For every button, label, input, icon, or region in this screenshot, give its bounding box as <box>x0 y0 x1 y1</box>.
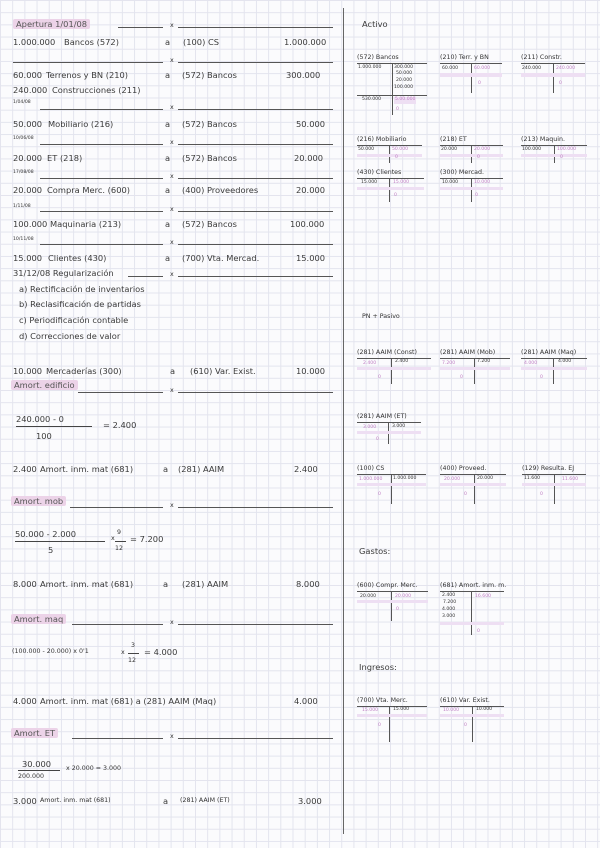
debit-account: Amort. inm. mat (681) <box>40 464 134 474</box>
t-account-title: (281) AAIM (Maq) <box>521 349 577 356</box>
t-haber-value: 50.000 <box>392 147 409 152</box>
debit-amount: 4.000 <box>13 696 37 706</box>
t-account-top <box>357 706 427 707</box>
debit-account: Construcciones (211) <box>52 85 141 95</box>
t-account-highlight <box>440 187 503 190</box>
page-divider <box>343 8 344 834</box>
t-debe-value: 7.200 <box>442 361 456 366</box>
t-account-title: (211) Constr. <box>521 54 562 61</box>
separator-line <box>128 276 163 277</box>
credit-account: (700) Vta. Mercad. <box>182 253 260 263</box>
regularizacion-header: 31/12/08 Regularización <box>13 268 114 278</box>
t-haber-value: 60.000 <box>474 66 491 71</box>
credit-amount: 15.000 <box>296 253 326 263</box>
fraction-bar <box>115 541 126 542</box>
debit-account: Bancos (572) <box>64 37 119 47</box>
t-debe-value: 2.400 <box>442 593 456 598</box>
t-debe-value: 2.400 <box>363 361 377 366</box>
t-account-top <box>357 422 421 423</box>
t-account-divider <box>553 358 554 384</box>
credit-account: (610) Var. Exist. <box>190 366 256 376</box>
credit-account: (572) Bancos <box>182 70 237 80</box>
debit-amount: 10.000 <box>13 366 43 376</box>
t-account-divider <box>553 63 554 93</box>
t-account-top <box>440 358 510 359</box>
t-account-title: (281) AAIM (Const) <box>357 349 417 356</box>
regularizacion-item: b) Reclasificación de partidas <box>19 299 141 309</box>
t-haber-value: 15.000 <box>393 707 410 712</box>
formula-expression: (100.000 - 20.000) x 0'1 <box>12 648 89 655</box>
entry-a: a <box>165 119 171 129</box>
entry-date: 10/11/08 <box>13 237 34 242</box>
entry-a: a <box>170 366 176 376</box>
formula-numerator: 9 <box>117 529 122 536</box>
debit-account: Clientes (430) <box>48 253 107 263</box>
t-account-highlight <box>440 714 504 717</box>
debit-account: Terrenos y BN (210) <box>46 70 129 80</box>
formula-numerator: 30.000 <box>22 759 52 769</box>
credit-amount: 20.000 <box>296 185 326 195</box>
t-saldo: 0 <box>396 607 399 612</box>
t-debe-value: 240.000 <box>522 66 541 71</box>
t-debe-value: 4.000 <box>524 361 538 366</box>
formula-numerator: 50.000 - 2.000 <box>15 529 77 539</box>
t-haber-value: 16.600 <box>475 594 492 599</box>
t-account-divider <box>389 706 390 742</box>
regularizacion-item: c) Periodificación contable <box>19 315 129 325</box>
t-account-highlight <box>522 483 586 486</box>
t-account-highlight <box>357 367 431 370</box>
t-account-highlight <box>440 367 510 370</box>
entry-a: a <box>165 37 171 47</box>
debit-amount: 15.000 <box>13 253 43 263</box>
debit-amount: 2.400 <box>13 464 37 474</box>
entry-a: a <box>163 796 169 806</box>
t-account-highlight <box>357 600 428 603</box>
debit-account: Amort. inm. mat (681) <box>40 797 111 804</box>
section-label-amort-edificio: Amort. edificio <box>11 380 78 390</box>
t-account-title: (600) Compr. Merc. <box>357 582 418 589</box>
t-haber-value: 20.000 <box>395 594 412 599</box>
separator-mark: x <box>170 271 174 278</box>
regularizacion-item: d) Correcciones de valor <box>19 331 121 341</box>
t-saldo: 0 <box>464 723 467 728</box>
t-account-title: (700) Vta. Merc. <box>357 697 408 704</box>
t-haber-value: 15.000 <box>393 180 410 185</box>
t-account-title: (210) Terr. y BN <box>440 54 489 61</box>
credit-account: (281) AAIM <box>182 579 229 589</box>
t-debe-value: 60.000 <box>442 66 459 71</box>
credit-amount: 50.000 <box>296 119 326 129</box>
separator-line <box>178 62 333 63</box>
separator-mark: x <box>170 733 174 740</box>
separator-line <box>118 27 163 28</box>
entry-date: 1/11/08 <box>13 204 31 209</box>
separator-line <box>72 738 163 739</box>
separator-line <box>178 392 333 393</box>
separator-line <box>178 109 333 110</box>
credit-account: (572) Bancos <box>182 119 237 129</box>
t-saldo: 0 <box>394 193 397 198</box>
t-haber-value: 300.000 <box>394 65 413 70</box>
debit-amount: 3.000 <box>13 796 37 806</box>
t-account-title: (216) Mobiliario <box>357 136 407 143</box>
section-label-amort-et: Amort. ET <box>11 728 58 738</box>
separator-line <box>40 211 163 212</box>
t-saldo: 0 <box>477 629 480 634</box>
t-account-highlight <box>440 622 504 625</box>
t-account-divider <box>472 706 473 742</box>
t-account-divider <box>471 63 472 93</box>
debit-amount: 20.000 <box>13 185 43 195</box>
t-debe-value: 11.600 <box>524 476 541 481</box>
t-haber-value: 7.200 <box>477 359 491 364</box>
t-haber-value: 10.000 <box>476 707 493 712</box>
separator-mark: x <box>170 173 174 180</box>
t-saldo: 0 <box>378 723 381 728</box>
t-account-highlight <box>357 431 421 434</box>
entry-date: 1/04/08 <box>13 100 31 105</box>
credit-account: (100) CS <box>183 37 220 47</box>
t-account-highlight <box>357 187 424 190</box>
formula-result: = 2.400 <box>103 420 137 430</box>
t-haber-value: 100.000 <box>394 85 413 90</box>
credit-amount: 20.000 <box>294 153 324 163</box>
t-total-debe: 530.000 <box>362 97 381 102</box>
t-account-top <box>440 591 504 592</box>
separator-mark: x <box>170 502 174 509</box>
t-saldo: 0 <box>540 375 543 380</box>
t-account-divider <box>471 591 472 635</box>
t-saldo: 0 <box>560 155 563 160</box>
debit-account: Compra Merc. (600) <box>47 185 130 195</box>
t-account-highlight <box>440 154 503 157</box>
t-debe-value: 20.000 <box>441 147 458 152</box>
fraction-bar <box>128 653 139 654</box>
separator-line <box>178 624 333 625</box>
t-account-divider <box>474 358 475 384</box>
credit-account: (281) AAIM <box>178 464 225 474</box>
t-account-title: (300) Mercad. <box>440 169 485 176</box>
credit-amount: 10.000 <box>296 366 326 376</box>
formula-denominator: 100 <box>36 431 52 441</box>
t-debe-value: 3.000 <box>442 614 456 619</box>
credit-account: (572) Bancos <box>182 219 237 229</box>
t-account-total-line <box>357 95 427 96</box>
debit-account: Amort. inm. mat (681) <box>40 579 134 589</box>
separator-mark: x <box>170 104 174 111</box>
entry-a: a <box>165 219 171 229</box>
entry-a: a <box>165 153 171 163</box>
debit-account: Mercaderías (300) <box>46 366 122 376</box>
separator-mark: x <box>170 206 174 213</box>
entry-header-apertura: Apertura 1/01/08 <box>13 19 90 29</box>
separator-line <box>178 276 333 277</box>
t-account-title: (681) Amort. inm. m. <box>440 582 507 589</box>
formula-result: = 4.000 <box>144 647 178 657</box>
t-account-title: (400) Proveed. <box>440 465 487 472</box>
credit-amount: 100.000 <box>290 219 325 229</box>
t-saldo: 0 <box>478 81 481 86</box>
separator-line <box>178 144 333 145</box>
debit-amount: 1.000.000 <box>13 37 56 47</box>
entry-a: a <box>165 253 171 263</box>
separator-line <box>40 109 163 110</box>
t-saldo: 0 <box>475 193 478 198</box>
t-account-title: (129) Resulta. EJ <box>522 465 575 472</box>
t-debe-value: 10.000 <box>442 180 459 185</box>
t-account-title: (218) ET <box>440 136 467 143</box>
t-account-highlight <box>357 154 422 157</box>
t-saldo: 0 <box>378 375 381 380</box>
credit-amount: 4.000 <box>294 696 318 706</box>
entry-a: a <box>163 464 169 474</box>
credit-amount: 8.000 <box>296 579 320 589</box>
t-account-top <box>521 358 587 359</box>
t-haber-value: 11.600 <box>562 477 579 482</box>
formula-denominator: 12 <box>128 657 137 664</box>
section-heading-ingresos: Ingresos: <box>359 662 397 672</box>
t-debe-value: 15.000 <box>362 708 379 713</box>
separator-line <box>178 507 333 508</box>
t-haber-value: 20.000 <box>477 476 494 481</box>
credit-amount: 2.400 <box>294 464 318 474</box>
t-account-title: (610) Var. Exist. <box>440 697 490 704</box>
t-saldo: 0 <box>559 81 562 86</box>
t-haber-value: 20.000 <box>474 147 491 152</box>
t-saldo: 0 <box>396 107 399 112</box>
debit-amount: 50.000 <box>13 119 43 129</box>
t-account-highlight <box>521 154 587 157</box>
separator-line <box>40 178 163 179</box>
separator-line <box>78 392 163 393</box>
formula-result: = 7.200 <box>130 534 164 544</box>
t-saldo: 0 <box>395 155 398 160</box>
t-debe-value: 7.200 <box>443 600 457 605</box>
entry-a: a <box>163 579 169 589</box>
t-haber-value: 10.000 <box>474 180 491 185</box>
formula-operator: x <box>121 649 125 656</box>
formula-numerator: 3 <box>131 642 136 649</box>
t-account-divider <box>471 178 472 202</box>
separator-line <box>178 244 333 245</box>
t-account-highlight <box>440 73 502 77</box>
debit-amount: 60.000 <box>13 70 43 80</box>
t-debe-value: 100.000 <box>522 147 541 152</box>
t-account-top <box>440 474 506 475</box>
t-haber-value: 240.000 <box>556 66 575 71</box>
separator-line <box>13 62 163 63</box>
formula-denominator: 200.000 <box>18 773 45 780</box>
t-account-title: (281) AAIM (Mob) <box>440 349 496 356</box>
t-haber-value: 4.000 <box>558 359 572 364</box>
t-account-divider <box>391 474 392 504</box>
t-haber-value: 3.000 <box>392 424 406 429</box>
fraction-bar <box>15 541 105 542</box>
t-account-top <box>357 178 424 179</box>
entry-date: 10/06/08 <box>13 136 34 141</box>
credit-amount: 3.000 <box>298 796 322 806</box>
entry-a: a <box>165 70 171 80</box>
t-saldo: 0 <box>376 437 379 442</box>
separator-mark: x <box>170 57 174 64</box>
t-account-highlight <box>357 483 426 486</box>
t-haber-value: 50.000 <box>396 71 413 76</box>
separator-line <box>40 144 163 145</box>
t-account-title: (430) Clientes <box>357 169 402 176</box>
formula-numerator: 240.000 - 0 <box>16 414 64 424</box>
t-haber-value: 1.000.000 <box>393 476 417 481</box>
separator-line <box>178 27 333 28</box>
section-heading-gastos: Gastos: <box>359 546 391 556</box>
t-account-divider <box>554 474 555 504</box>
t-account-divider <box>391 358 392 384</box>
t-account-title: (281) AAIM (ET) <box>357 413 407 420</box>
entry-date: 17/08/08 <box>13 170 34 175</box>
t-debe-value: 20.000 <box>360 594 377 599</box>
t-account-divider <box>389 178 390 202</box>
section-heading-activo: Activo <box>362 19 388 29</box>
t-account-divider <box>391 591 392 621</box>
t-account-top <box>357 358 431 359</box>
t-account-highlight <box>521 367 587 370</box>
t-debe-value: 50.000 <box>358 147 375 152</box>
separator-mark: x <box>170 139 174 146</box>
t-account-top <box>357 591 428 592</box>
debit-amount: 8.000 <box>13 579 37 589</box>
separator-line <box>178 738 333 739</box>
entry-a: a <box>165 185 171 195</box>
separator-line <box>178 211 333 212</box>
t-debe-value: 10.000 <box>443 708 460 713</box>
credit-amount: 300.000 <box>286 70 321 80</box>
credit-account: (281) AAIM (ET) <box>180 797 230 804</box>
t-haber-value: 2.400 <box>395 359 409 364</box>
t-account-highlight <box>521 73 585 77</box>
fraction-bar <box>18 770 60 771</box>
separator-line <box>40 244 163 245</box>
section-label-amort-mob: Amort. mob <box>11 496 66 506</box>
t-saldo: 0 <box>464 492 467 497</box>
debit-amount: 100.000 <box>13 219 48 229</box>
separator-line <box>70 507 163 508</box>
t-debe-value: 1.000.000 <box>358 65 382 70</box>
debit-account: Amort. inm. mat (681) a (281) AAIM (Maq) <box>40 696 217 706</box>
debit-account: Mobiliario (216) <box>48 119 114 129</box>
t-debe-value: 1.000.000 <box>359 477 383 482</box>
t-account-title: (213) Maquin. <box>521 136 565 143</box>
debit-amount: 20.000 <box>13 153 43 163</box>
t-haber-value: 100.000 <box>557 147 576 152</box>
section-label-amort-maq: Amort. maq <box>11 614 66 624</box>
formula-denominator: 12 <box>115 545 124 552</box>
separator-line <box>72 624 163 625</box>
separator-mark: x <box>170 22 174 29</box>
t-haber-value: 20.000 <box>396 78 413 83</box>
formula-result: x 20.000 = 3.000 <box>66 765 122 772</box>
separator-mark: x <box>170 619 174 626</box>
t-debe-value: 3.000 <box>363 425 377 430</box>
t-total-haber: 5.00.000 <box>395 97 416 102</box>
credit-account: (400) Proveedores <box>182 185 259 195</box>
t-account-highlight <box>357 714 427 717</box>
t-account-divider <box>392 63 393 115</box>
t-debe-value: 20.000 <box>444 477 461 482</box>
separator-line <box>178 178 333 179</box>
credit-amount: 1.000.000 <box>284 37 327 47</box>
formula-operator: x <box>111 535 115 542</box>
t-saldo: 0 <box>378 492 381 497</box>
t-saldo: 0 <box>460 375 463 380</box>
t-account-title: (100) CS <box>357 465 385 472</box>
section-heading-pn-pasivo: PN + Pasivo <box>362 313 400 320</box>
regularizacion-item: a) Rectificación de inventarios <box>19 284 145 294</box>
t-account-title: (572) Bancos <box>357 54 399 61</box>
separator-mark: x <box>170 387 174 394</box>
debit-account: Maquinaria (213) <box>50 219 122 229</box>
credit-account: (572) Bancos <box>182 153 237 163</box>
t-debe-value: 4.000 <box>442 607 456 612</box>
t-account-highlight <box>440 483 506 486</box>
separator-mark: x <box>170 239 174 246</box>
t-saldo: 0 <box>540 492 543 497</box>
t-debe-value: 15.000 <box>361 180 378 185</box>
debit-account: ET (218) <box>47 153 83 163</box>
formula-denominator: 5 <box>48 545 54 555</box>
fraction-bar <box>16 426 92 427</box>
debit-amount: 240.000 <box>13 85 48 95</box>
t-saldo: 0 <box>477 155 480 160</box>
t-account-divider <box>474 474 475 504</box>
